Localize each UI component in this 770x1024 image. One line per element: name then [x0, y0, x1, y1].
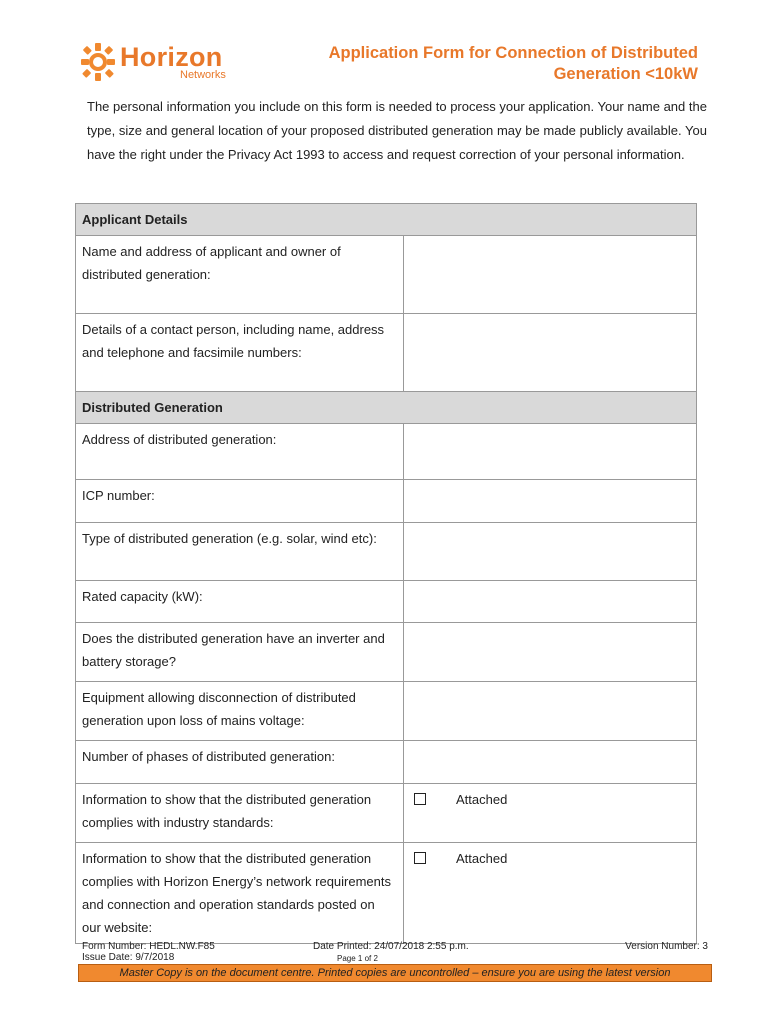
field-input-icp-number[interactable] [404, 480, 697, 523]
attached-label: Attached [456, 792, 508, 807]
field-label-dg-address: Address of distributed generation: [76, 424, 404, 480]
application-form-table [75, 203, 697, 944]
attached-label: Attached [456, 851, 508, 866]
logo-wordmark: Horizon [120, 42, 223, 72]
privacy-notice: The personal information you include on this form is needed to process your application. Your name and the type, size and general location of your proposed distributed generation may be made publicly available. You have the right under the Privacy Act 1993 to access and request correction of your personal information. [87, 99, 707, 162]
field-input-contact-person[interactable] [404, 314, 697, 392]
section-heading-generation: Distributed Generation [76, 392, 697, 424]
version-number: Version Number: 3 [625, 941, 708, 952]
page-number: Page 1 of 2 [337, 954, 378, 963]
attachment-cell-industry-standards [404, 784, 697, 843]
sun-logo-icon [80, 42, 116, 82]
form-title [329, 43, 698, 85]
field-input-rated-capacity[interactable] [404, 581, 697, 623]
attached-checkbox[interactable] [414, 852, 426, 864]
master-copy-banner: Master Copy is on the document centre. Printed copies are uncontrolled – ensure you are using the latest version [78, 964, 712, 982]
form-title-line-2: Generation <10kW [553, 65, 698, 83]
attached-checkbox[interactable] [414, 793, 426, 805]
field-label-icp-number: ICP number: [76, 480, 404, 523]
field-label-phases: Number of phases of distributed generation: [76, 741, 404, 784]
section-heading-applicant: Applicant Details [76, 204, 697, 236]
horizon-logo [80, 40, 250, 84]
attachment-cell-network-requirements [404, 843, 697, 944]
field-input-phases[interactable] [404, 741, 697, 784]
field-label-disconnection-equipment: Equipment allowing disconnection of distributed generation upon loss of mains voltage: [76, 682, 404, 741]
field-input-applicant-name[interactable] [404, 236, 697, 314]
field-label-contact-person: Details of a contact person, including name, address and telephone and facsimile numbers: [76, 314, 404, 392]
date-printed: Date Printed: 24/07/2018 2:55 p.m. [313, 941, 469, 952]
field-label-dg-type: Type of distributed generation (e.g. solar, wind etc): [76, 523, 404, 581]
field-input-inverter-battery[interactable] [404, 623, 697, 682]
issue-date: Issue Date: 9/7/2018 [82, 952, 175, 963]
field-input-disconnection-equipment[interactable] [404, 682, 697, 741]
field-input-dg-type[interactable] [404, 523, 697, 581]
form-number: Form Number: HEDL.NW.F85 [82, 941, 215, 952]
field-label-rated-capacity: Rated capacity (kW): [76, 581, 404, 623]
field-input-dg-address[interactable] [404, 424, 697, 480]
field-label-industry-standards: Information to show that the distributed generation complies with industry standards: [76, 784, 404, 843]
form-title-line-1: Application Form for Connection of Distributed [328, 44, 698, 62]
logo-subtitle: Networks [180, 69, 226, 81]
field-label-network-requirements: Information to show that the distributed generation complies with Horizon Energy’s network requirements and connection and operation standards posted on our website: [76, 843, 404, 944]
field-label-inverter-battery: Does the distributed generation have an inverter and battery storage? [76, 623, 404, 682]
field-label-applicant-name: Name and address of applicant and owner of distributed generation: [76, 236, 404, 314]
